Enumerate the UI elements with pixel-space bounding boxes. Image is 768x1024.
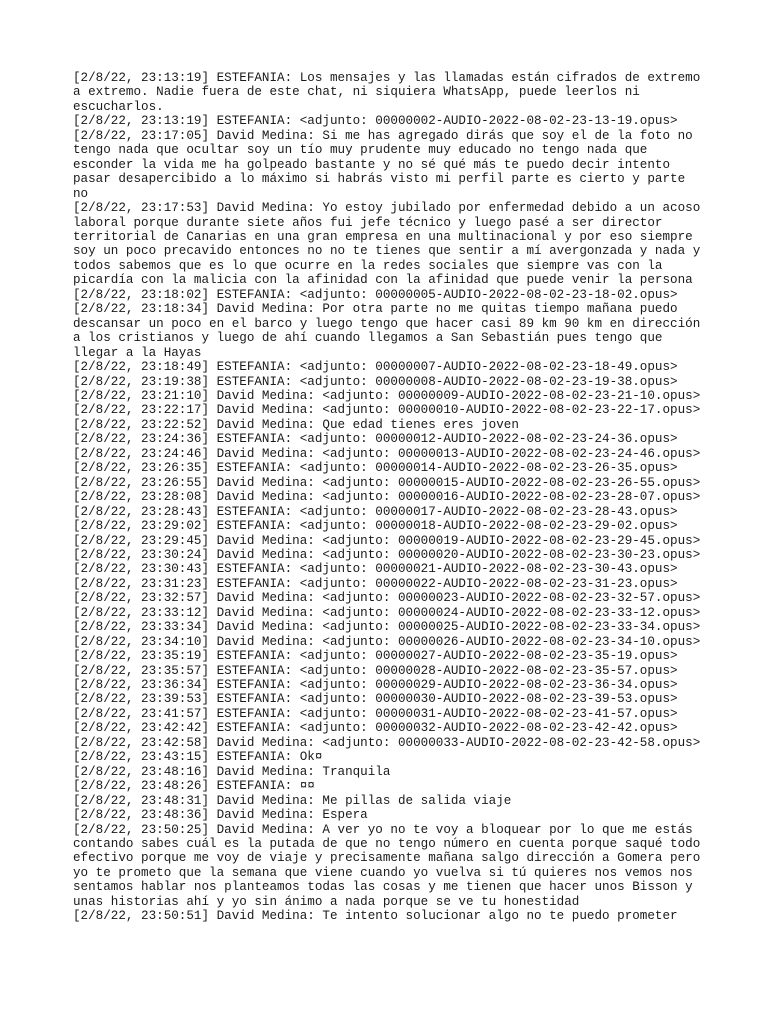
message-line: [2/8/22, 23:31:23] ESTEFANIA: <adjunto: 00000022-AUDIO-2022-08-02-23-31-23.opus> xyxy=(73,576,678,591)
message-line: [2/8/22, 23:48:31] David Medina: Me pillas de salida viaje xyxy=(73,793,512,808)
message-line: [2/8/22, 23:41:57] ESTEFANIA: <adjunto: 00000031-AUDIO-2022-08-02-23-41-57.opus> xyxy=(73,706,678,721)
message-line: [2/8/22, 23:42:42] ESTEFANIA: <adjunto: 00000032-AUDIO-2022-08-02-23-42-42.opus> xyxy=(73,721,678,736)
message-line: [2/8/22, 23:21:10] David Medina: <adjunto: 00000009-AUDIO-2022-08-02-23-21-10.opus> xyxy=(73,388,701,403)
message-line: [2/8/22, 23:28:43] ESTEFANIA: <adjunto: 00000017-AUDIO-2022-08-02-23-28-43.opus> xyxy=(73,504,678,519)
message-line: [2/8/22, 23:24:36] ESTEFANIA: <adjunto: 00000012-AUDIO-2022-08-02-23-24-36.opus> xyxy=(73,432,678,447)
message-line: [2/8/22, 23:34:10] David Medina: <adjunto: 00000026-AUDIO-2022-08-02-23-34-10.opus> xyxy=(73,634,701,649)
message-line: [2/8/22, 23:36:34] ESTEFANIA: <adjunto: 00000029-AUDIO-2022-08-02-23-36-34.opus> xyxy=(73,678,678,693)
message-line: [2/8/22, 23:26:35] ESTEFANIA: <adjunto: 00000014-AUDIO-2022-08-02-23-26-35.opus> xyxy=(73,461,678,476)
message-line: [2/8/22, 23:30:43] ESTEFANIA: <adjunto: 00000021-AUDIO-2022-08-02-23-30-43.opus> xyxy=(73,562,678,577)
message-line: [2/8/22, 23:42:58] David Medina: <adjunto: 00000033-AUDIO-2022-08-02-23-42-58.opus> xyxy=(73,735,701,750)
message-line: [2/8/22, 23:28:08] David Medina: <adjunto: 00000016-AUDIO-2022-08-02-23-28-07.opus> xyxy=(73,490,701,505)
message-line: [2/8/22, 23:24:46] David Medina: <adjunto: 00000013-AUDIO-2022-08-02-23-24-46.opus> xyxy=(73,446,701,461)
message-line: [2/8/22, 23:22:52] David Medina: Que edad tienes eres joven xyxy=(73,417,519,432)
message-line: [2/8/22, 23:13:19] ESTEFANIA: <adjunto: 00000002-AUDIO-2022-08-02-23-13-19.opus> xyxy=(73,114,678,129)
message-line: [2/8/22, 23:22:17] David Medina: <adjunto: 00000010-AUDIO-2022-08-02-23-22-17.opus> xyxy=(73,403,701,418)
message-line: [2/8/22, 23:29:02] ESTEFANIA: <adjunto: 00000018-AUDIO-2022-08-02-23-29-02.opus> xyxy=(73,519,678,534)
message-line: [2/8/22, 23:18:49] ESTEFANIA: <adjunto: 00000007-AUDIO-2022-08-02-23-18-49.opus> xyxy=(73,360,678,375)
message-line: [2/8/22, 23:50:25] David Medina: A ver yo no te voy a bloquear por lo que me estás contando sabes cuál es la putada de que no tengo número en cuenta porque saqué todo efectivo porque me voy de viaje y precisamente mañana salgo dirección a Gomera pero yo te prometo que la semana que viene cuando yo vuelva si tú quieres nos vemos nos sentamos hablar nos planteamos todas las cosas y me tienen que hacer unos Bisson y unas historias ahí y yo sin ánimo a nada porque se ve tu honestidad xyxy=(73,822,701,909)
message-line: [2/8/22, 23:29:45] David Medina: <adjunto: 00000019-AUDIO-2022-08-02-23-29-45.opus> xyxy=(73,533,701,548)
message-line: [2/8/22, 23:17:53] David Medina: Yo estoy jubilado por enfermedad debido a un acoso laboral porque durante siete años fui jefe técnico y luego pasé a ser director territorial de Canarias en una gran empresa en una multinacional y por eso siempre soy un poco precavido entonces no no te tienes que sentir a mí avergonzada y nada y todos sabemos que es lo que ocurre en la redes sociales que siempre vas con la picardía con la malicia con la afinidad con la afinidad que puede venir la persona xyxy=(73,201,701,288)
message-line: [2/8/22, 23:48:16] David Medina: Tranquila xyxy=(73,764,391,779)
message-line: [2/8/22, 23:33:12] David Medina: <adjunto: 00000024-AUDIO-2022-08-02-23-33-12.opus> xyxy=(73,605,701,620)
message-line: [2/8/22, 23:43:15] ESTEFANIA: Ok¤ xyxy=(73,750,323,765)
message-line: [2/8/22, 23:48:26] ESTEFANIA: ¤¤ xyxy=(73,779,315,794)
chat-transcript xyxy=(73,71,703,924)
message-line: [2/8/22, 23:35:19] ESTEFANIA: <adjunto: 00000027-AUDIO-2022-08-02-23-35-19.opus> xyxy=(73,649,678,664)
message-line: [2/8/22, 23:18:34] David Medina: Por otra parte no me quitas tiempo mañana puedo descansar un poco en el barco y luego tengo que hacer casi 89 km 90 km en dirección a los cristianos y luego de ahí cuando llegamos a San Sebastián pues tengo que llegar a la Hayas xyxy=(73,302,701,360)
message-line: [2/8/22, 23:30:24] David Medina: <adjunto: 00000020-AUDIO-2022-08-02-23-30-23.opus> xyxy=(73,547,701,562)
message-line: [2/8/22, 23:18:02] ESTEFANIA: <adjunto: 00000005-AUDIO-2022-08-02-23-18-02.opus> xyxy=(73,287,678,302)
message-line: [2/8/22, 23:19:38] ESTEFANIA: <adjunto: 00000008-AUDIO-2022-08-02-23-19-38.opus> xyxy=(73,374,678,389)
message-line: [2/8/22, 23:50:51] David Medina: Te intento solucionar algo no te puedo prometer xyxy=(73,909,678,924)
message-line: [2/8/22, 23:13:19] ESTEFANIA: Los mensajes y las llamadas están cifrados de extremo a extremo. Nadie fuera de este chat, ni siquiera WhatsApp, puede leerlos ni escucharlos. xyxy=(73,71,701,114)
message-line: [2/8/22, 23:32:57] David Medina: <adjunto: 00000023-AUDIO-2022-08-02-23-32-57.opus> xyxy=(73,591,701,606)
message-line: [2/8/22, 23:33:34] David Medina: <adjunto: 00000025-AUDIO-2022-08-02-23-33-34.opus> xyxy=(73,620,701,635)
message-line: [2/8/22, 23:48:36] David Medina: Espera xyxy=(73,808,368,823)
message-line: [2/8/22, 23:17:05] David Medina: Si me has agregado dirás que soy el de la foto no tengo nada que ocultar soy un tío muy prudente muy educado no tengo nada que esconder la vida me ha golpeado bastante y no sé qué más te puedo decir intento pasar desapercibido a lo máximo si habrás visto mi perfil parte es cierto y parte no xyxy=(73,128,693,201)
message-line: [2/8/22, 23:35:57] ESTEFANIA: <adjunto: 00000028-AUDIO-2022-08-02-23-35-57.opus> xyxy=(73,663,678,678)
message-line: [2/8/22, 23:26:55] David Medina: <adjunto: 00000015-AUDIO-2022-08-02-23-26-55.opus> xyxy=(73,475,701,490)
message-line: [2/8/22, 23:39:53] ESTEFANIA: <adjunto: 00000030-AUDIO-2022-08-02-23-39-53.opus> xyxy=(73,692,678,707)
